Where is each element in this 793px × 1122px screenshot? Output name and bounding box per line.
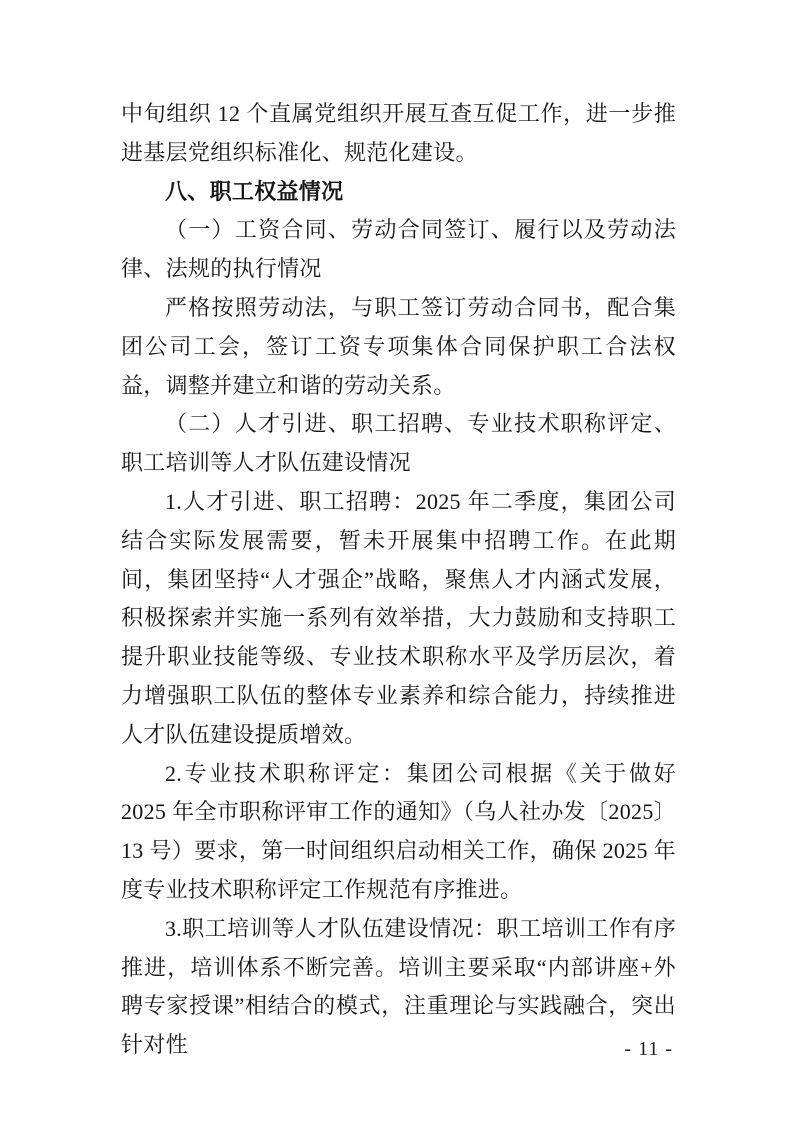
subsection-heading-labor-contracts: （一）工资合同、劳动合同签订、履行以及劳动法律、法规的执行情况 (121, 217, 676, 282)
section-heading-employee-rights: 八、职工权益情况 (165, 178, 344, 204)
document-body (121, 95, 676, 1065)
paragraph-title-evaluation: 2.专业技术职称评定：集团公司根据《关于做好 2025 年全市职称评审工作的通知》（乌人社办发〔2025〕13 号）要求，第一时间组织启动相关工作，确保 2025 年度专业技术职称评定工作规范有序推进。 (121, 760, 676, 902)
page-number: - 11 - (624, 1038, 673, 1060)
paragraph-continuation: 中旬组织 12 个直属党组织开展互查互促工作，进一步推进基层党组织标准化、规范化建设。 (121, 101, 676, 165)
paragraph-talent-recruitment: 1.人才引进、职工招聘：2025 年二季度，集团公司结合实际发展需要，暂未开展集中招聘工作。在此期间，集团坚持“人才强企”战略，聚焦人才内涵式发展，积极探索并实施一系列有效举措，大力鼓励和支持职工提升职业技能等级、专业技术职称水平及学历层次，着力增强职工队伍的整体专业素养和综合能力，持续推进人才队伍建设提质增效。 (121, 488, 676, 747)
paragraph-labor-law: 严格按照劳动法，与职工签订劳动合同书，配合集团公司工会，签订工资专项集体合同保护职工合法权益，调整并建立和谐的劳动关系。 (121, 294, 676, 398)
paragraph-staff-training: 3.职工培训等人才队伍建设情况：职工培训工作有序推进，培训体系不断完善。培训主要采取“内部讲座+外聘专家授课”相结合的模式，注重理论与实践融合，突出针对性 (121, 915, 676, 1058)
subsection-heading-talent-team: （二）人才引进、职工招聘、专业技术职称评定、职工培训等人才队伍建设情况 (121, 411, 676, 476)
